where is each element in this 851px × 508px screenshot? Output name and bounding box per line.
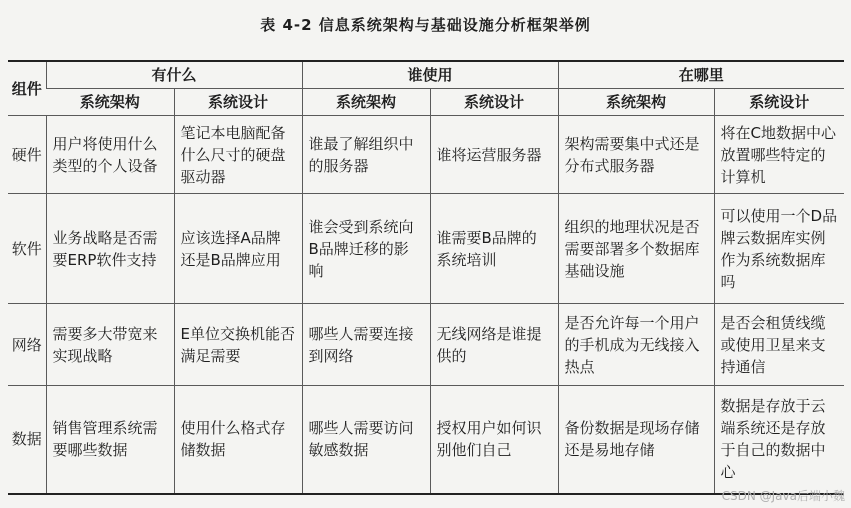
sub-header: 系统设计 bbox=[174, 89, 302, 116]
group-header-where: 在哪里 bbox=[558, 61, 844, 89]
component-header: 组件 bbox=[8, 61, 46, 116]
table-row bbox=[8, 194, 844, 304]
table-row bbox=[8, 304, 844, 386]
table-cell: 哪些人需要访问敏感数据 bbox=[302, 386, 430, 494]
table-cell: 哪些人需要连接到网络 bbox=[302, 304, 430, 386]
table-cell: 将在C地数据中心放置哪些特定的计算机 bbox=[714, 116, 844, 194]
table-cell: 用户将使用什么类型的个人设备 bbox=[46, 116, 174, 194]
sub-header: 系统架构 bbox=[558, 89, 714, 116]
table-cell: 授权用户如何识别他们自己 bbox=[430, 386, 558, 494]
table-cell: 备份数据是现场存储还是易地存储 bbox=[558, 386, 714, 494]
table-cell: 可以使用一个D品牌云数据库实例作为系统数据库吗 bbox=[714, 194, 844, 304]
table-cell: 销售管理系统需要哪些数据 bbox=[46, 386, 174, 494]
group-header-what: 有什么 bbox=[46, 61, 302, 89]
group-header-who: 谁使用 bbox=[302, 61, 558, 89]
sub-header: 系统架构 bbox=[46, 89, 174, 116]
table-cell: 业务战略是否需要ERP软件支持 bbox=[46, 194, 174, 304]
table-cell: 谁需要B品牌的系统培训 bbox=[430, 194, 558, 304]
table-cell: E单位交换机能否满足需要 bbox=[174, 304, 302, 386]
row-label: 硬件 bbox=[8, 116, 46, 194]
watermark: CSDN @Java后端小魏 bbox=[721, 489, 845, 503]
table-row bbox=[8, 116, 844, 194]
table-cell: 架构需要集中式还是分布式服务器 bbox=[558, 116, 714, 194]
row-label: 软件 bbox=[8, 194, 46, 304]
sub-header: 系统设计 bbox=[714, 89, 844, 116]
table-cell: 数据是存放于云端系统还是存放于自己的数据中心 bbox=[714, 386, 844, 494]
table-cell: 谁将运营服务器 bbox=[430, 116, 558, 194]
table-cell: 是否允许每一个用户的手机成为无线接入热点 bbox=[558, 304, 714, 386]
sub-header: 系统架构 bbox=[302, 89, 430, 116]
table-cell: 需要多大带宽来实现战略 bbox=[46, 304, 174, 386]
table-cell: 无线网络是谁提供的 bbox=[430, 304, 558, 386]
table-cell: 使用什么格式存储数据 bbox=[174, 386, 302, 494]
table-row bbox=[8, 386, 844, 494]
table-cell: 谁会受到系统向B品牌迁移的影响 bbox=[302, 194, 430, 304]
table-cell: 是否会租赁线缆或使用卫星来支持通信 bbox=[714, 304, 844, 386]
table-cell: 组织的地理状况是否需要部署多个数据库基础设施 bbox=[558, 194, 714, 304]
table-cell: 应该选择A品牌还是B品牌应用 bbox=[174, 194, 302, 304]
framework-table bbox=[8, 60, 844, 495]
row-label: 网络 bbox=[8, 304, 46, 386]
table-cell: 笔记本电脑配备什么尺寸的硬盘驱动器 bbox=[174, 116, 302, 194]
row-label: 数据 bbox=[8, 386, 46, 494]
sub-header: 系统设计 bbox=[430, 89, 558, 116]
table-cell: 谁最了解组织中的服务器 bbox=[302, 116, 430, 194]
table-caption: 表 4-2 信息系统架构与基础设施分析框架举例 bbox=[260, 16, 591, 34]
